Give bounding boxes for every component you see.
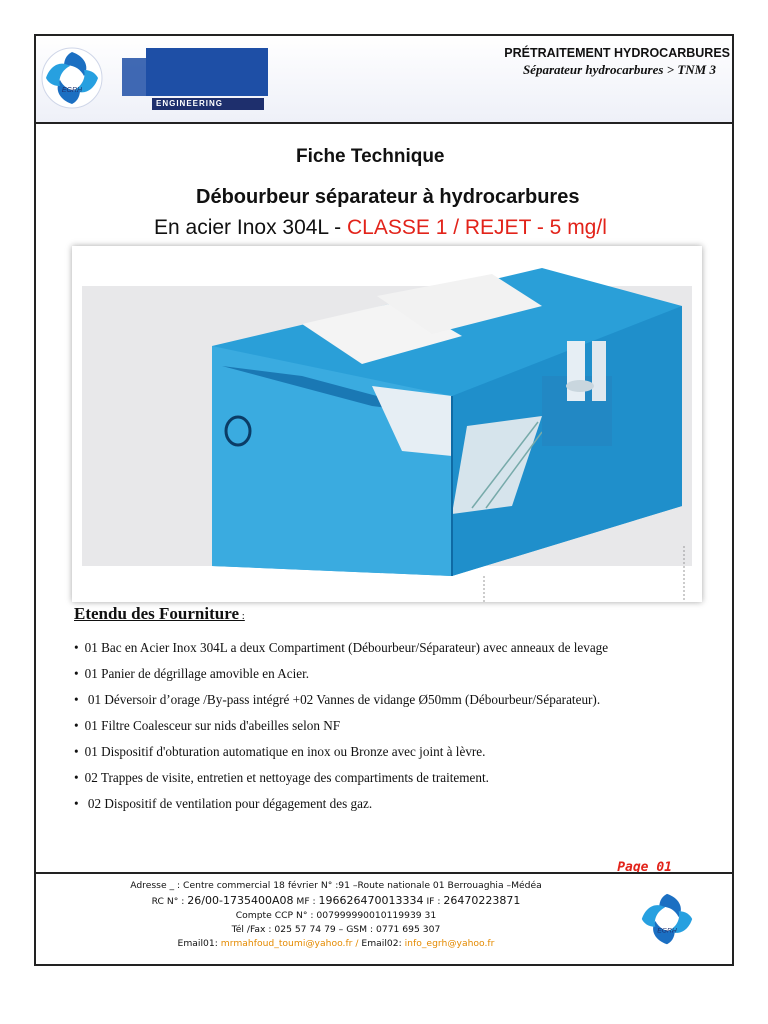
email-separator: / (352, 938, 362, 949)
separator-tank-drawing (72, 246, 702, 602)
email2-label: Email02: (361, 938, 405, 949)
footer-address: Adresse _ : Centre commercial 18 février N° :91 –Route nationale 01 Berrouaghia –Médéa (130, 880, 542, 891)
email1-label: Email01: (177, 938, 221, 949)
egrh-logo-footer (636, 888, 698, 950)
if-label: IF : (423, 896, 444, 907)
product-title: Débourbeur séparateur à hydrocarbures (196, 186, 580, 208)
egrh-logo-text: EGRH (61, 87, 83, 94)
supply-section-colon: : (239, 610, 245, 622)
if-value: 26470223871 (443, 894, 521, 907)
list-item: • 02 Dispositif de ventilation pour dégagement des gaz. (74, 796, 608, 822)
page-frame (34, 34, 734, 966)
product-class: CLASSE 1 / REJET - 5 mg/l (347, 216, 607, 239)
mf-label: MF : (293, 896, 319, 907)
list-item: • 01 Filtre Coalesceur sur nids d'abeilles selon NF (74, 718, 608, 744)
egrh-logo-footer-text: EGRH (657, 927, 677, 935)
product-spec (154, 216, 607, 240)
supply-list (74, 640, 608, 822)
mf-value: 196626470013334 (318, 894, 424, 907)
supply-section-title (74, 604, 245, 624)
list-item: • 01 Bac en Acier Inox 304L a deux Compartiment (Débourbeur/Séparateur) avec anneaux de levage (74, 640, 608, 666)
engineering-label: ENGINEERING (152, 98, 264, 110)
list-item: • 01 Dispositif d'obturation automatique en inox ou Bronze avec joint à lèvre. (74, 744, 608, 770)
rc-label: RC N° : (151, 896, 188, 907)
footer-emails (36, 938, 636, 949)
email1-link[interactable]: mrmahfoud_toumi@yahoo.fr (220, 938, 353, 949)
header-category: PRÉTRAITEMENT HYDROCARBURES (504, 46, 730, 60)
header-subtitle: Séparateur hydrocarbures > TNM 3 (522, 62, 716, 77)
doc-title: Fiche Technique (296, 146, 445, 167)
supply-section-title-text: Etendu des Fourniture (74, 604, 239, 623)
page-number: Page 01 (617, 860, 672, 875)
product-material: En acier Inox 304L - (154, 216, 347, 239)
egrh-logo (40, 46, 104, 110)
list-item: • 02 Trappes de visite, entretien et nettoyage des compartiments de traitement. (74, 770, 608, 796)
footer-ccp: Compte CCP N° : 007999990010119939 31 (235, 910, 437, 921)
list-item: • 01 Panier de dégrillage amovible en Acier. (74, 666, 608, 692)
list-item: • 01 Déversoir d’orage /By-pass intégré +02 Vannes de vidange Ø50mm (Débourbeur/Séparateur). (74, 692, 608, 718)
email2-link[interactable]: info_egrh@yahoo.fr (404, 938, 495, 949)
footer-phone: Tél /Fax : 025 57 74 79 – GSM : 0771 695 307 (231, 924, 441, 935)
header (36, 36, 732, 124)
footer (36, 872, 732, 968)
separator-illustration (72, 246, 702, 602)
brand-block-left (122, 58, 146, 96)
footer-registration (36, 894, 636, 907)
brand-block (146, 48, 268, 96)
rc-value: 26/00-1735400A08 (187, 894, 294, 907)
